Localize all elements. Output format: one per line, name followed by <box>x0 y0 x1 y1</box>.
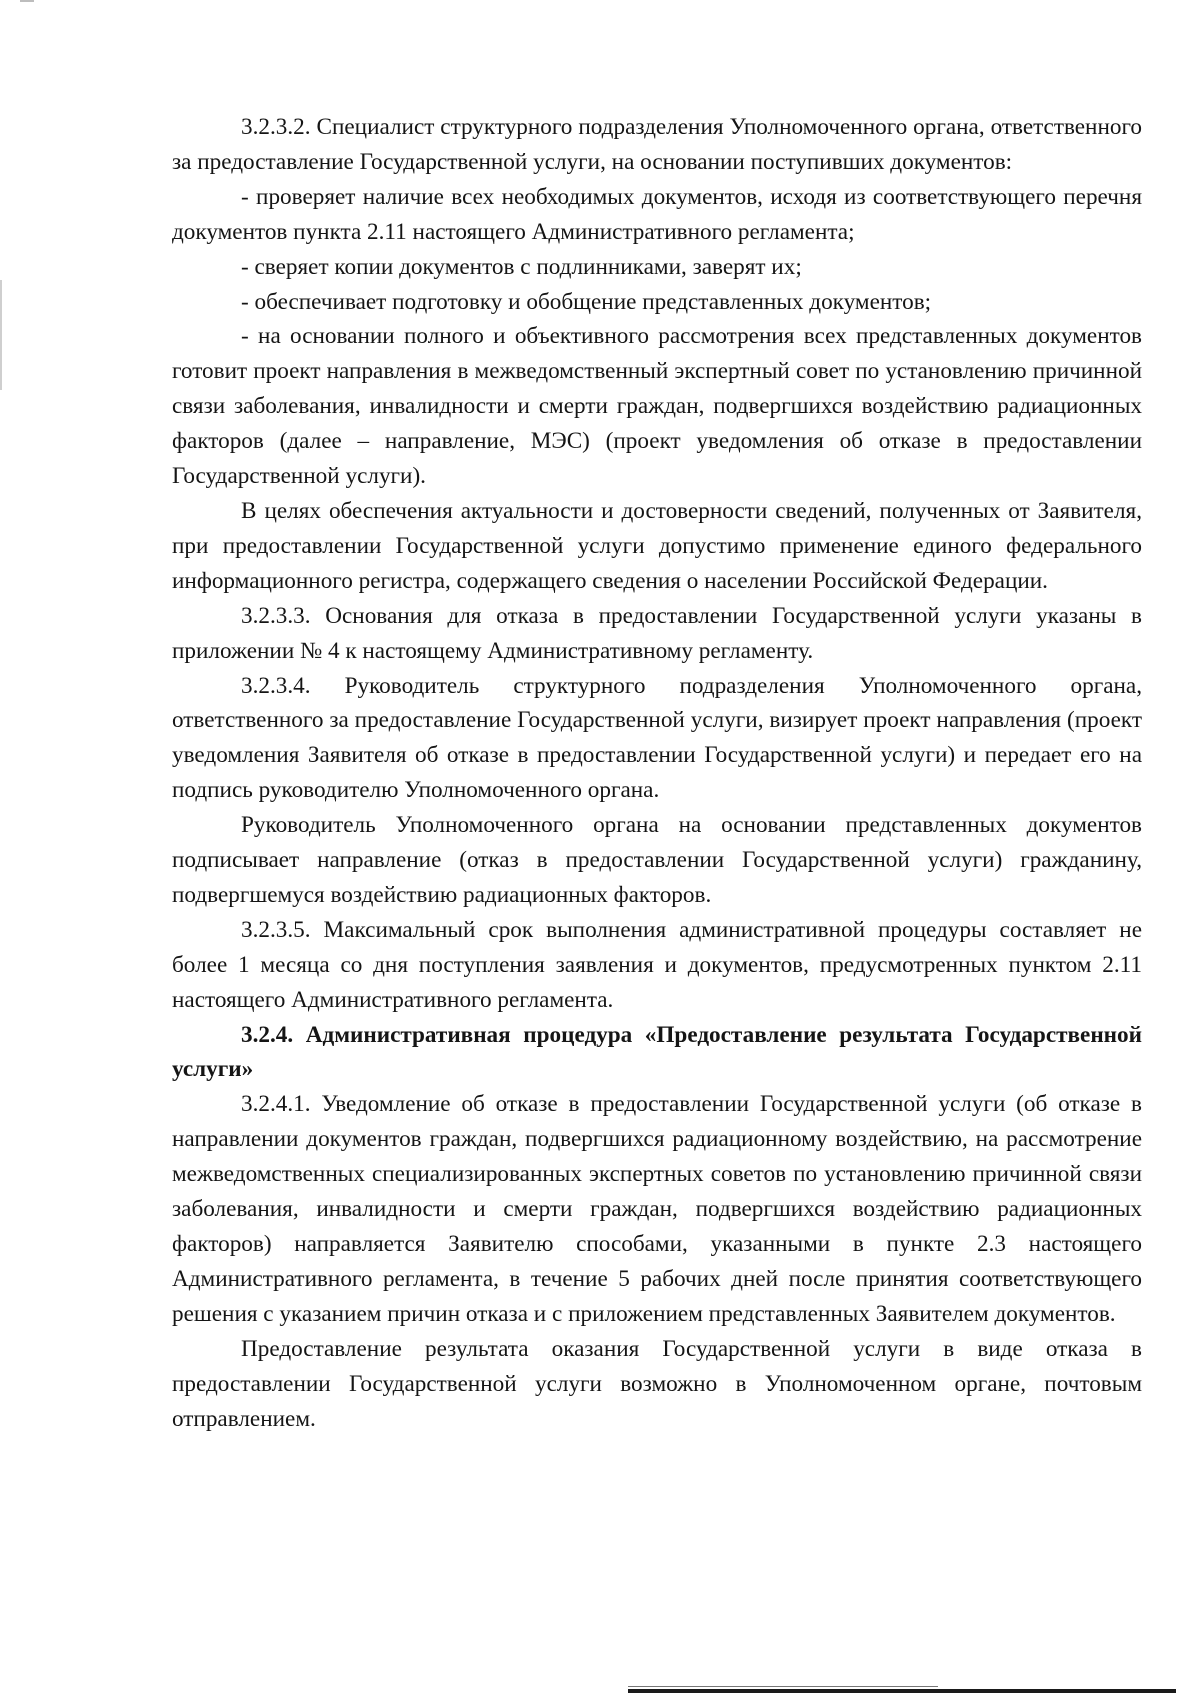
paragraph-3-2-3-4: 3.2.3.4. Руководитель структурного подразделения Уполномоченного органа, ответственного за предоставление Государственной услуги, визирует проект направления (проект уведомления Заявителя об отказе в предоставлении Государственной услуги) и передает его на подпись руководителю Уполномоченного органа. <box>172 672 1142 804</box>
paragraph-prepare-documents: - обеспечивает подготовку и обобщение представленных документов; <box>241 288 932 315</box>
section-heading-3-2-4: 3.2.4. Административная процедура «Предоставление результата Государственной услуги» <box>172 1021 1142 1083</box>
paragraph-result-delivery: Предоставление результата оказания Государственной услуги в виде отказа в предоставлении Государственной услуги возможно в Уполномоченном органе, почтовым отправлением. <box>172 1335 1142 1432</box>
scan-artifact-top <box>20 0 34 2</box>
paragraph-3-2-3-3: 3.2.3.3. Основания для отказа в предоставлении Государственной услуги указаны в приложении № 4 к настоящему Административному регламенту. <box>172 602 1142 664</box>
paragraph-3-2-3-5: 3.2.3.5. Максимальный срок выполнения административной процедуры составляет не более 1 месяца со дня поступления заявления и документов, предусмотренных пунктом 2.11 настоящего Административного регламента. <box>172 916 1142 1013</box>
paragraph-prepare-referral: - на основании полного и объективного рассмотрения всех представленных документов готовит проект направления в межведомственный экспертный совет по установлению причинной связи заболевания, инвалидности и смерти граждан, подвергшихся воздействию радиационных факторов (далее – направление, МЭС) (проект уведомления об отказе в предоставлении Государственной услуги). <box>172 323 1142 490</box>
scan-edge-line <box>628 1689 1176 1693</box>
paragraph-3-2-3-2: 3.2.3.2. Специалист структурного подразделения Уполномоченного органа, ответственного за предоставление Государственной услуги, на основании поступивших документов: <box>172 114 1142 175</box>
paragraph-federal-register: В целях обеспечения актуальности и достоверности сведений, полученных от Заявителя, при предоставлении Государственной услуги допустимо применение единого федерального информационного регистра, содержащего сведения о населении Российской Федерации. <box>172 497 1142 594</box>
paragraph-3-2-4-1: 3.2.4.1. Уведомление об отказе в предоставлении Государственной услуги (об отказе в направлении документов граждан, подвергшихся радиационному воздействию, на рассмотрение межведомственных специализированных экспертных советов по установлению причинной связи заболевания, инвалидности и смерти граждан, подвергшихся воздействию радиационных факторов) направляется Заявителю способами, указанными в пункте 2.3 настоящего Административного регламента, в течение 5 рабочих дней после принятия соответствующего решения с указанием причин отказа и с приложением представленных Заявителем документов. <box>172 1091 1142 1327</box>
paragraph-check-documents: - проверяет наличие всех необходимых документов, исходя из соответствующего перечня документов пункта 2.11 настоящего Административного регламента; <box>172 183 1142 245</box>
scan-artifact-left <box>0 280 2 390</box>
paragraph-verify-copies: - сверяет копии документов с подлинниками, заверят их; <box>241 253 802 280</box>
document-body <box>172 110 1142 1436</box>
scan-edge-line-thin <box>628 1686 938 1687</box>
paragraph-head-signs: Руководитель Уполномоченного органа на основании представленных документов подписывает направление (отказ в предоставлении Государственной услуги) гражданину, подвергшемуся воздействию радиационных факторов. <box>172 812 1142 908</box>
